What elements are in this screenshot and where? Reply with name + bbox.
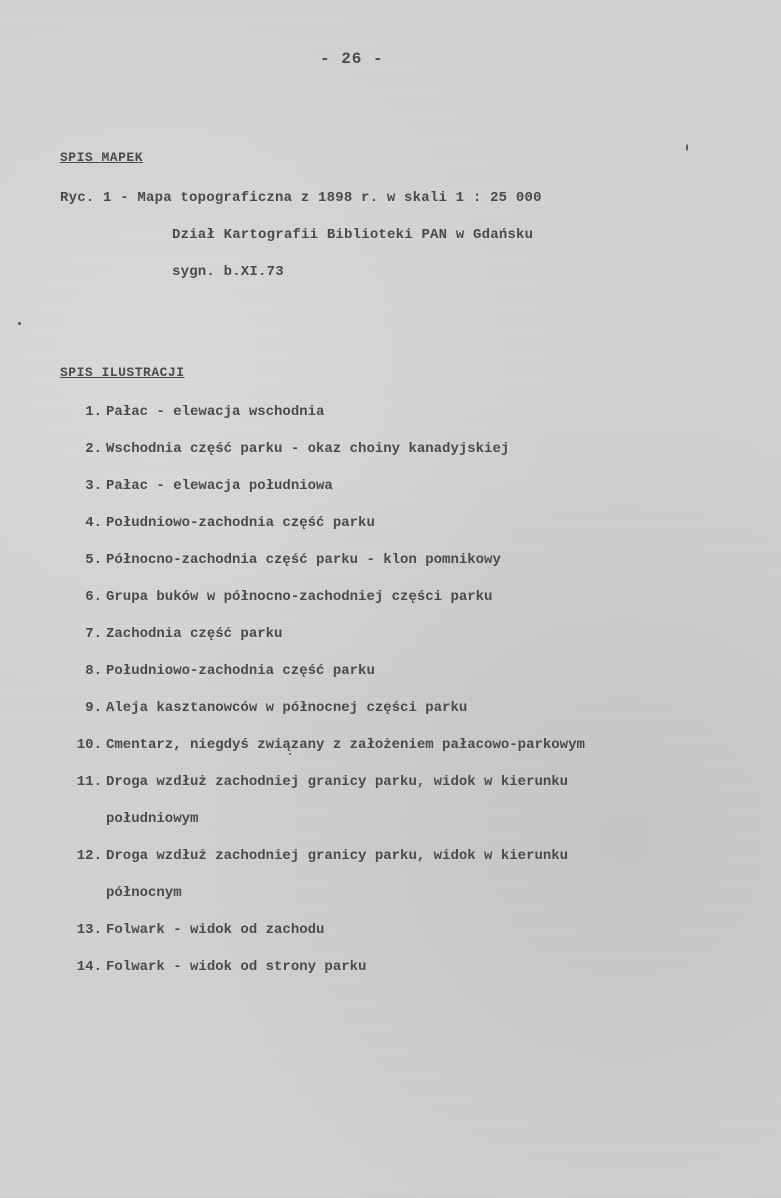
illustration-item-3 xyxy=(60,478,333,494)
item-number: 4. xyxy=(85,515,102,531)
illustration-item-12 xyxy=(60,848,568,864)
item-text: Folwark - widok od strony parku xyxy=(106,959,367,975)
map-entry-line-3: sygn. b.XI.73 xyxy=(172,264,284,280)
item-number: 13. xyxy=(76,922,102,938)
item-text: Droga wzdłuż zachodniej granicy parku, widok w kierunku xyxy=(106,774,569,790)
item-number: 11. xyxy=(76,774,102,790)
illustration-item-13 xyxy=(60,922,324,938)
item-text: Aleja kasztanowców w północnej części parku xyxy=(106,700,468,716)
item-number: 3. xyxy=(85,478,102,494)
item-text: Folwark - widok od zachodu xyxy=(106,922,325,938)
illustration-item-11 xyxy=(60,774,568,790)
item-text: Droga wzdłuż zachodniej granicy parku, widok w kierunku xyxy=(106,848,569,864)
item-number: 12. xyxy=(76,848,102,864)
item-text: Południowo-zachodnia część parku xyxy=(106,515,375,531)
map-entry-line-2: Dział Kartografii Biblioteki PAN w Gdańsku xyxy=(172,227,534,243)
item-number: 9. xyxy=(85,700,102,716)
item-number: 5. xyxy=(85,552,102,568)
item-text: Zachodnia część parku xyxy=(106,626,283,642)
illustration-item-8 xyxy=(60,663,375,679)
illustration-item-2 xyxy=(60,441,509,457)
illustration-item-6 xyxy=(60,589,492,605)
illustrations-heading: SPIS ILUSTRACJI xyxy=(60,365,185,380)
illustration-item-1 xyxy=(60,404,324,420)
illustration-item-4 xyxy=(60,515,375,531)
item-text: Cmentarz, niegdyś związany z założeniem pałacowo-parkowym xyxy=(106,737,585,753)
item-text: Pałac - elewacja wschodnia xyxy=(106,404,325,420)
item-text: Północno-zachodnia część parku - klon pomnikowy xyxy=(106,552,501,568)
item-number: 8. xyxy=(85,663,102,679)
scan-speck xyxy=(686,144,688,151)
illustration-item-12-continuation: północnym xyxy=(106,885,182,901)
item-text: Wschodnia część parku - okaz choiny kanadyjskiej xyxy=(106,441,510,457)
item-text: Grupa buków w północno-zachodniej części parku xyxy=(106,589,493,605)
item-number: 2. xyxy=(85,441,102,457)
page-number: - 26 - xyxy=(320,50,384,68)
item-text: Pałac - elewacja południowa xyxy=(106,478,333,494)
illustration-item-7 xyxy=(60,626,282,642)
maps-heading: SPIS MAPEK xyxy=(60,150,144,165)
item-number: 6. xyxy=(85,589,102,605)
item-number: 7. xyxy=(85,626,102,642)
item-number: 1. xyxy=(85,404,102,420)
item-number: 10. xyxy=(76,737,102,753)
scan-speck xyxy=(289,753,291,755)
map-entry-line-1: Ryc. 1 - Mapa topograficzna z 1898 r. w skali 1 : 25 000 xyxy=(60,190,542,206)
illustration-item-5 xyxy=(60,552,501,568)
item-text: Południowo-zachodnia część parku xyxy=(106,663,375,679)
illustration-item-9 xyxy=(60,700,467,716)
scan-speck xyxy=(18,322,21,325)
illustration-item-11-continuation: południowym xyxy=(106,811,199,827)
illustration-item-10 xyxy=(60,737,585,753)
item-number: 14. xyxy=(76,959,102,975)
illustration-item-14 xyxy=(60,959,366,975)
